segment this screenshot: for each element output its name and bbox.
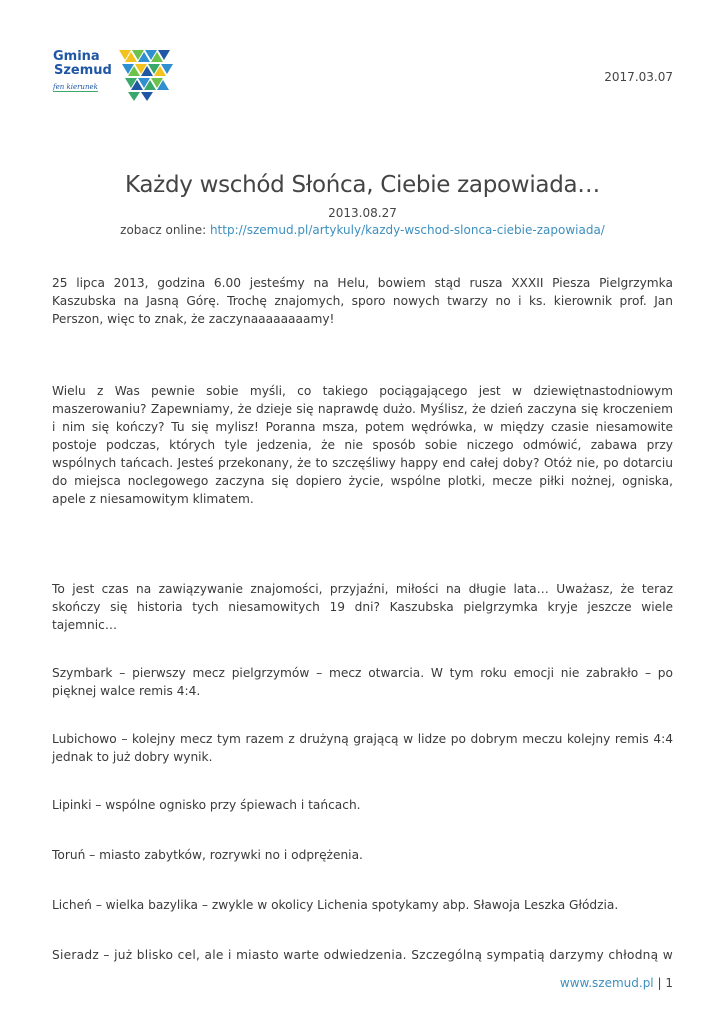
paragraph: Lipinki – wspólne ognisko przy śpiewach i tańcach. <box>52 798 361 812</box>
logo-text <box>53 50 117 92</box>
online-link-line <box>0 223 725 237</box>
paragraph: 25 lipca 2013, godzina 6.00 jesteśmy na Helu, bowiem stąd rusza XXXII Piesza Pielgrzymka Kaszubska na Jasną Górę. Trochę znajomych, sporo nowych twarzy no i ks. kierownik prof. Jan Perszon, więc to znak, że zaczynaaaaaaaamy! <box>52 276 673 326</box>
article-url-link[interactable]: http://szemud.pl/artykuly/kazdy-wschod-slonca-ciebie-zapowiada/ <box>209 223 605 237</box>
logo-triangles-icon <box>119 50 177 102</box>
article-body <box>52 274 673 964</box>
gmina-szemud-logo <box>53 50 178 104</box>
footer-separator: | <box>657 976 662 990</box>
online-label: zobacz online: <box>120 223 207 237</box>
paragraph: Lubichowo – kolejny mecz tym razem z drużyną grającą w lidze po dobrym meczu kolejny remis 4:4 jednak to już dobry wynik. <box>52 732 673 764</box>
page-number: 1 <box>665 976 673 990</box>
paragraph: To jest czas na zawiązywanie znajomości, przyjaźni, miłości na długie lata… Uważasz, że teraz skończy się historia tych niesamowitych 19 dni? Kaszubska pielgrzymka kryje jeszcze wiele tajemnic… <box>52 582 673 632</box>
logo-line-2: Szemud <box>54 63 112 78</box>
footer-site-link[interactable]: www.szemud.pl <box>559 976 654 990</box>
paragraph: Szymbark – pierwszy mecz pielgrzymów – mecz otwarcia. W tym roku emocji nie zabrakło – po pięknej walce remis 4:4. <box>52 666 673 698</box>
paragraph: Wielu z Was pewnie sobie myśli, co takiego pociągającego jest w dziewiętnastodniowym maszerowaniu? Zapewniamy, że dzieje się naprawdę dużo. Myślisz, że dzień zaczyna się kroczeniem i nim się kończy? Tu się mylisz! Poranna msza, potem wędrówka, w między czasie niesamowite postoje podczas, których tyle jedzenia, że nie sposób sobie niczego odmówić, zabawa przy wspólnych tańcach. Jesteś przekonany, że to szczęśliwy happy end całej doby? Otóż nie, po dotarciu do miejsca noclegowego zaczyna się dopiero życie, wspólne plotki, mecze piłki nożnej, ogniska, apele z niesamowitym klimatem. <box>52 384 673 506</box>
logo-line-1: Gmina <box>53 49 100 64</box>
article-title: Każdy wschód Słońca, Ciebie zapowiada… <box>125 172 600 198</box>
logo-tagline: fen kierunek <box>53 83 98 91</box>
paragraph: Sieradz – już blisko cel, ale i miasto warte odwiedzenia. Szczególną sympatią darzymy chłodną w <box>52 948 673 962</box>
page-footer <box>560 976 673 990</box>
document-date: 2017.03.07 <box>604 70 673 84</box>
paragraph: Toruń – miasto zabytków, rozrywki no i odprężenia. <box>52 848 363 862</box>
paragraph: Licheń – wielka bazylika – zwykle w okolicy Lichenia spotykamy abp. Sławoja Leszka Głódzia. <box>52 898 619 912</box>
article-date: 2013.08.27 <box>328 206 397 220</box>
